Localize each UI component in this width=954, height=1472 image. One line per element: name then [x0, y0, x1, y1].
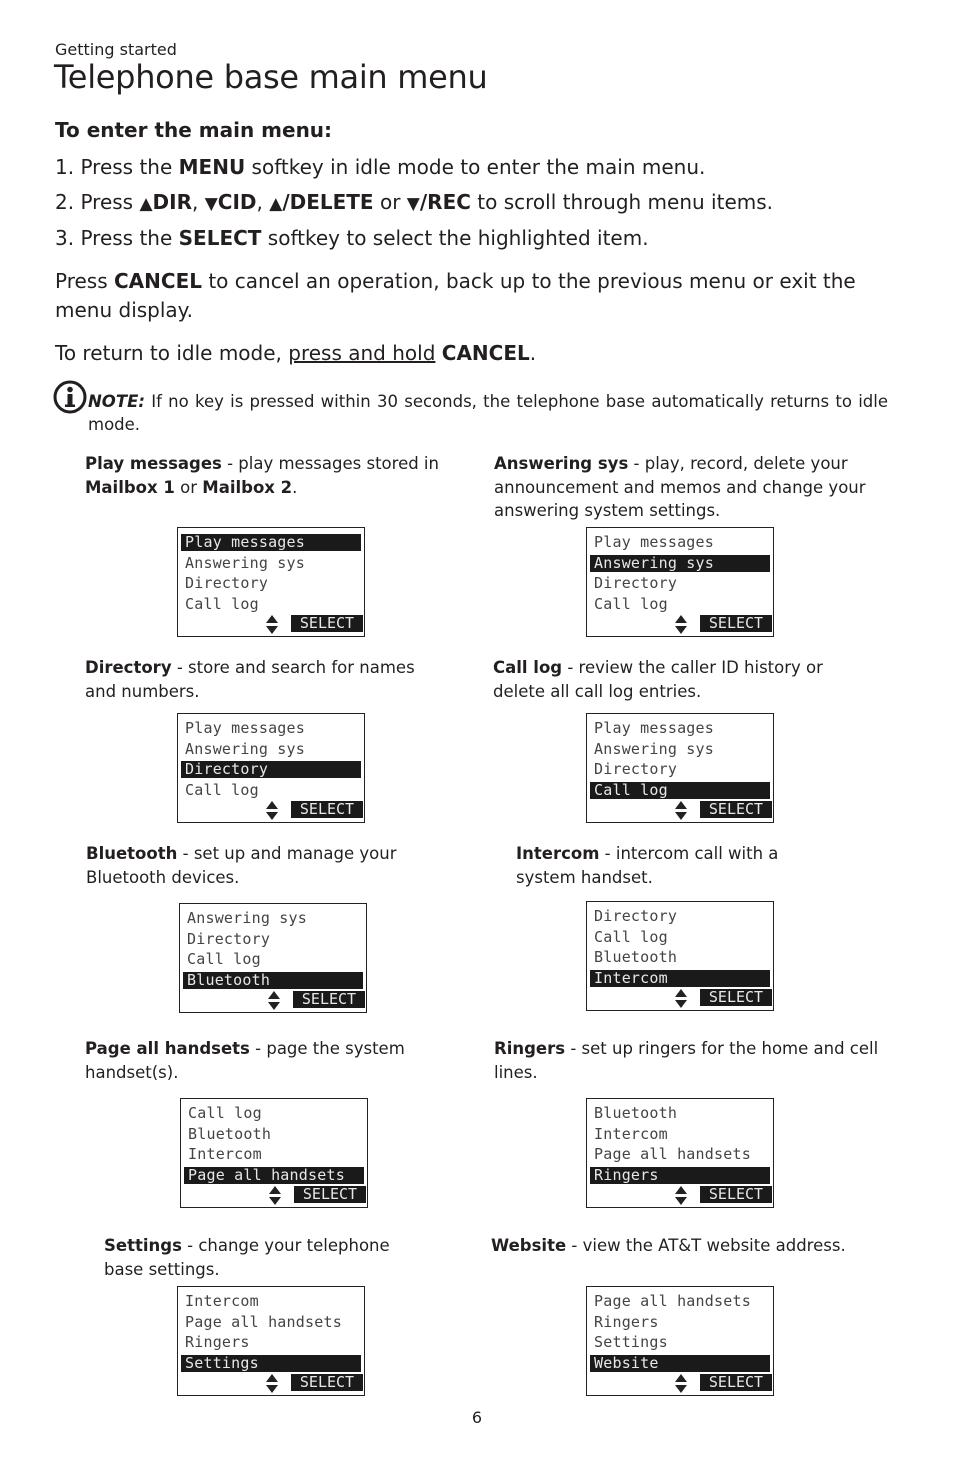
step-2: 2. Press ▲DIR, ▼CID, ▲/DELETE or ▼/REC to scroll through menu items. — [55, 190, 774, 214]
item-name: Bluetooth — [86, 844, 178, 863]
lcd-screen — [179, 903, 367, 1013]
note-text — [88, 390, 888, 436]
lcd-row-highlighted: Answering sys — [590, 555, 770, 572]
lcd-row: Page all handsets — [594, 1145, 751, 1163]
item-text: - change your telephone base settings. — [104, 1236, 390, 1279]
lcd-row-highlighted: Bluetooth — [183, 972, 363, 989]
cancel-key: CANCEL — [114, 269, 202, 293]
step-3-number: 3. — [55, 226, 75, 250]
lcd-row: Intercom — [185, 1292, 259, 1310]
call-log-description — [493, 656, 878, 703]
item-text: - intercom call with a system handset. — [516, 844, 779, 887]
item-name: Intercom — [516, 844, 600, 863]
mailbox-1: Mailbox 1 — [85, 477, 175, 497]
lcd-row: Answering sys — [185, 553, 305, 572]
note-label: NOTE: — [88, 392, 145, 411]
play-messages-description: Play messages - play messages stored in Mailbox 1 or Mailbox 2. — [85, 454, 439, 497]
step-2-number: 2. — [55, 190, 75, 214]
step-1-number: 1. — [55, 155, 75, 179]
lcd-screen — [586, 1286, 774, 1396]
up-arrow-icon: ▲ — [269, 194, 283, 214]
lcd-row: Ringers — [185, 1333, 250, 1351]
item-name: Directory — [85, 658, 172, 677]
lcd-row: Directory — [594, 907, 678, 925]
select-softkey-label: SELECT — [291, 801, 363, 818]
step-3-pre: Press the — [80, 226, 173, 250]
scroll-arrows-icon — [675, 989, 687, 1009]
idle-pre: To return to idle mode, — [55, 341, 282, 365]
item-text: - page the system handset(s). — [85, 1039, 405, 1082]
note-body: If no key is pressed within 30 seconds, the telephone base automatically returns to idle mode. — [88, 392, 889, 434]
scroll-arrows-icon — [675, 1374, 687, 1394]
cancel-pre: Press — [55, 269, 108, 293]
scroll-arrows-icon — [266, 615, 278, 635]
lcd-row-highlighted: Website — [590, 1355, 770, 1372]
lcd-row: Call log — [188, 1104, 262, 1122]
lcd-screen — [586, 1098, 774, 1208]
select-softkey-label: SELECT — [700, 801, 772, 818]
step-2-pre: Press — [80, 190, 134, 214]
lcd-row: Ringers — [594, 1312, 659, 1331]
scroll-arrows-icon — [675, 615, 687, 635]
cancel-post: to cancel an operation, back up to the previous menu or exit the menu display. — [55, 269, 856, 322]
item-text: - play messages stored in — [227, 454, 439, 473]
intercom-description — [516, 842, 816, 889]
page-number: 6 — [471, 1408, 483, 1427]
lcd-row: Bluetooth — [594, 948, 678, 966]
step-3 — [55, 226, 649, 250]
lcd-screen — [177, 713, 365, 823]
lcd-row: Call log — [594, 594, 668, 613]
lcd-row: Call log — [187, 950, 261, 968]
lcd-row: Directory — [185, 574, 269, 592]
item-name: Ringers — [494, 1039, 566, 1058]
lcd-row-highlighted: Settings — [181, 1355, 361, 1372]
select-softkey-label: SELECT — [294, 1186, 366, 1203]
item-text: - view the AT&T website address. — [571, 1236, 846, 1255]
lcd-row: Answering sys — [594, 739, 714, 758]
cancel-paragraph — [55, 267, 895, 325]
lcd-row-highlighted: Page all handsets — [184, 1167, 364, 1184]
page-title: Telephone base main menu — [54, 58, 488, 96]
lcd-screen — [586, 713, 774, 823]
answering-sys-description — [494, 452, 879, 523]
idle-paragraph: To return to idle mode, press and hold CANCEL. — [55, 341, 537, 365]
bluetooth-description — [86, 842, 431, 889]
select-softkey-label: SELECT — [291, 1374, 363, 1391]
website-description — [491, 1234, 891, 1258]
select-key: SELECT — [178, 226, 262, 250]
step-1 — [55, 155, 705, 179]
lcd-row: Bluetooth — [594, 1104, 678, 1122]
select-softkey-label: SELECT — [291, 615, 363, 632]
item-name: Answering sys — [494, 454, 629, 473]
scroll-arrows-icon — [675, 801, 687, 821]
item-name: Settings — [104, 1236, 182, 1255]
select-softkey-label: SELECT — [700, 989, 772, 1006]
lcd-screen — [586, 901, 774, 1011]
scroll-arrows-icon — [266, 1374, 278, 1394]
step-2-or: or — [379, 190, 401, 214]
item-name: Website — [491, 1236, 567, 1255]
lcd-row: Settings — [594, 1333, 668, 1351]
item-text: - review the caller ID history or delete all call log entries. — [493, 658, 823, 701]
lcd-screen — [586, 527, 774, 637]
down-arrow-icon: ▼ — [406, 194, 420, 214]
lcd-row: Bluetooth — [188, 1124, 272, 1143]
scroll-arrows-icon — [266, 801, 278, 821]
item-name: Call log — [493, 658, 563, 677]
lcd-row: Call log — [185, 780, 259, 799]
info-icon — [53, 380, 87, 414]
lcd-screen — [180, 1098, 368, 1208]
select-softkey-label: SELECT — [293, 991, 365, 1008]
item-name: Page all handsets — [85, 1039, 250, 1058]
lcd-row: Answering sys — [185, 739, 305, 758]
lcd-screen — [177, 1286, 365, 1396]
mailbox-2: Mailbox 2 — [202, 477, 293, 497]
lcd-row-highlighted: Play messages — [181, 534, 361, 551]
cid-key: CID — [217, 190, 257, 214]
lcd-row: Call log — [594, 927, 668, 946]
lcd-row: Intercom — [594, 1124, 668, 1143]
scroll-arrows-icon — [675, 1186, 687, 1206]
lcd-row: Call log — [185, 594, 259, 613]
step-1-post: softkey in idle mode to enter the main menu. — [251, 155, 706, 179]
lcd-row: Page all handsets — [594, 1292, 751, 1310]
delete-key: /DELETE — [282, 190, 374, 214]
page-all-handsets-description — [85, 1037, 430, 1084]
menu-key: MENU — [178, 155, 246, 179]
item-text: - set up and manage your Bluetooth devices. — [86, 844, 397, 887]
select-softkey-label: SELECT — [700, 1374, 772, 1391]
lcd-row: Play messages — [594, 719, 714, 737]
lcd-row: Directory — [187, 929, 271, 948]
item-text: - set up ringers for the home and cell lines. — [494, 1039, 879, 1082]
press-and-hold-text: press and hold — [288, 341, 436, 365]
lcd-row: Directory — [594, 760, 678, 778]
lcd-row-highlighted: Ringers — [590, 1167, 770, 1184]
select-softkey-label: SELECT — [700, 615, 772, 632]
lcd-row: Play messages — [594, 533, 714, 551]
step-1-pre: Press the — [80, 155, 173, 179]
lcd-row-highlighted: Intercom — [590, 970, 770, 987]
down-arrow-icon: ▼ — [204, 194, 218, 214]
scroll-arrows-icon — [268, 991, 280, 1011]
settings-description — [104, 1234, 429, 1281]
lcd-row: Answering sys — [187, 909, 307, 927]
item-text: - play, record, delete your announcement and memos and change your answering system settings. — [494, 454, 866, 520]
instructions-heading: To enter the main menu: — [55, 118, 333, 142]
section-label: Getting started — [55, 40, 177, 59]
lcd-screen — [177, 527, 365, 637]
lcd-row-highlighted: Directory — [181, 761, 361, 778]
rec-key: /REC — [419, 190, 471, 214]
select-softkey-label: SELECT — [700, 1186, 772, 1203]
scroll-arrows-icon — [269, 1186, 281, 1206]
item-name: Play messages — [85, 454, 222, 473]
item-or: or — [180, 477, 198, 497]
dir-key: DIR — [152, 190, 192, 214]
item-text: - store and search for names and numbers. — [85, 658, 415, 701]
up-arrow-icon: ▲ — [139, 194, 153, 214]
step-3-post: softkey to select the highlighted item. — [267, 226, 649, 250]
directory-description — [85, 656, 445, 703]
step-2-post: to scroll through menu items. — [477, 190, 774, 214]
lcd-row: Play messages — [185, 719, 305, 737]
lcd-row: Directory — [594, 574, 678, 592]
lcd-row: Intercom — [188, 1145, 262, 1163]
ringers-description — [494, 1037, 879, 1084]
lcd-row: Page all handsets — [185, 1312, 342, 1331]
cancel-key: CANCEL — [441, 341, 530, 365]
lcd-row-highlighted: Call log — [590, 782, 770, 799]
